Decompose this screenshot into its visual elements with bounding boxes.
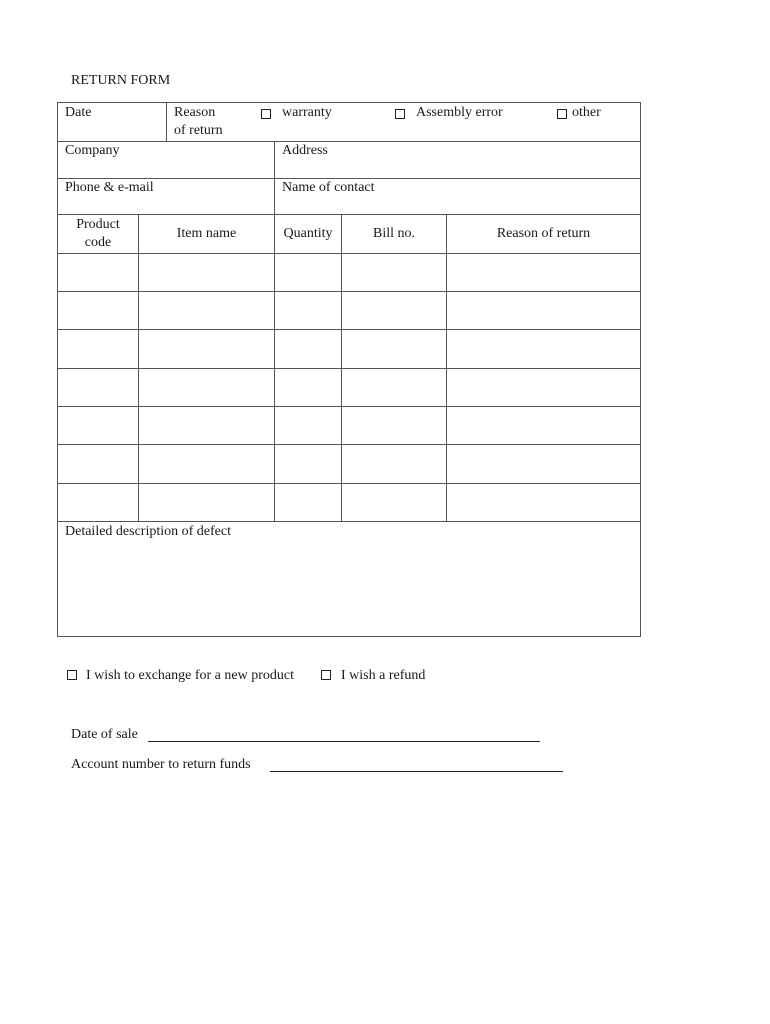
divider [446, 214, 447, 521]
return-form-table [57, 102, 641, 637]
refund-checkbox[interactable] [321, 670, 331, 680]
assembly-error-label: Assembly error [416, 105, 503, 120]
column-header-bill-no: Bill no. [372, 226, 415, 241]
refund-label: I wish a refund [341, 668, 426, 683]
divider [58, 368, 640, 369]
exchange-checkbox[interactable] [67, 670, 77, 680]
column-header-product-code-line2: code [84, 235, 112, 250]
assembly-error-checkbox[interactable] [395, 109, 405, 119]
divider [341, 214, 342, 521]
divider [58, 253, 640, 254]
reason-label-line2: of return [174, 123, 223, 138]
column-header-quantity: Quantity [283, 226, 333, 241]
divider [58, 521, 640, 522]
date-of-sale-label: Date of sale [71, 727, 138, 742]
contact-name-label: Name of contact [282, 180, 375, 195]
column-header-item-name: Item name [176, 226, 237, 241]
column-header-product-code-line1: Product [76, 217, 120, 232]
divider [58, 483, 640, 484]
other-checkbox[interactable] [557, 109, 567, 119]
warranty-checkbox[interactable] [261, 109, 271, 119]
address-label: Address [282, 143, 328, 158]
divider [138, 214, 139, 521]
account-number-label: Account number to return funds [71, 757, 251, 772]
defect-description-label: Detailed description of defect [65, 524, 231, 539]
reason-label-line1: Reason [174, 105, 216, 120]
divider [58, 214, 640, 215]
form-title: RETURN FORM [71, 73, 171, 88]
warranty-label: warranty [282, 105, 332, 120]
divider [58, 141, 640, 142]
other-label: other [572, 105, 601, 120]
divider [58, 444, 640, 445]
divider [58, 291, 640, 292]
divider [274, 141, 275, 214]
divider [58, 406, 640, 407]
account-number-field[interactable] [270, 771, 563, 772]
exchange-label: I wish to exchange for a new product [86, 668, 294, 683]
defect-description-field[interactable] [59, 543, 639, 635]
divider [274, 214, 275, 521]
company-label: Company [65, 143, 120, 158]
divider [166, 103, 167, 141]
column-header-reason-of-return: Reason of return [496, 226, 591, 241]
divider [58, 329, 640, 330]
date-label: Date [65, 105, 92, 120]
phone-email-label: Phone & e-mail [65, 180, 154, 195]
date-of-sale-field[interactable] [148, 741, 540, 742]
